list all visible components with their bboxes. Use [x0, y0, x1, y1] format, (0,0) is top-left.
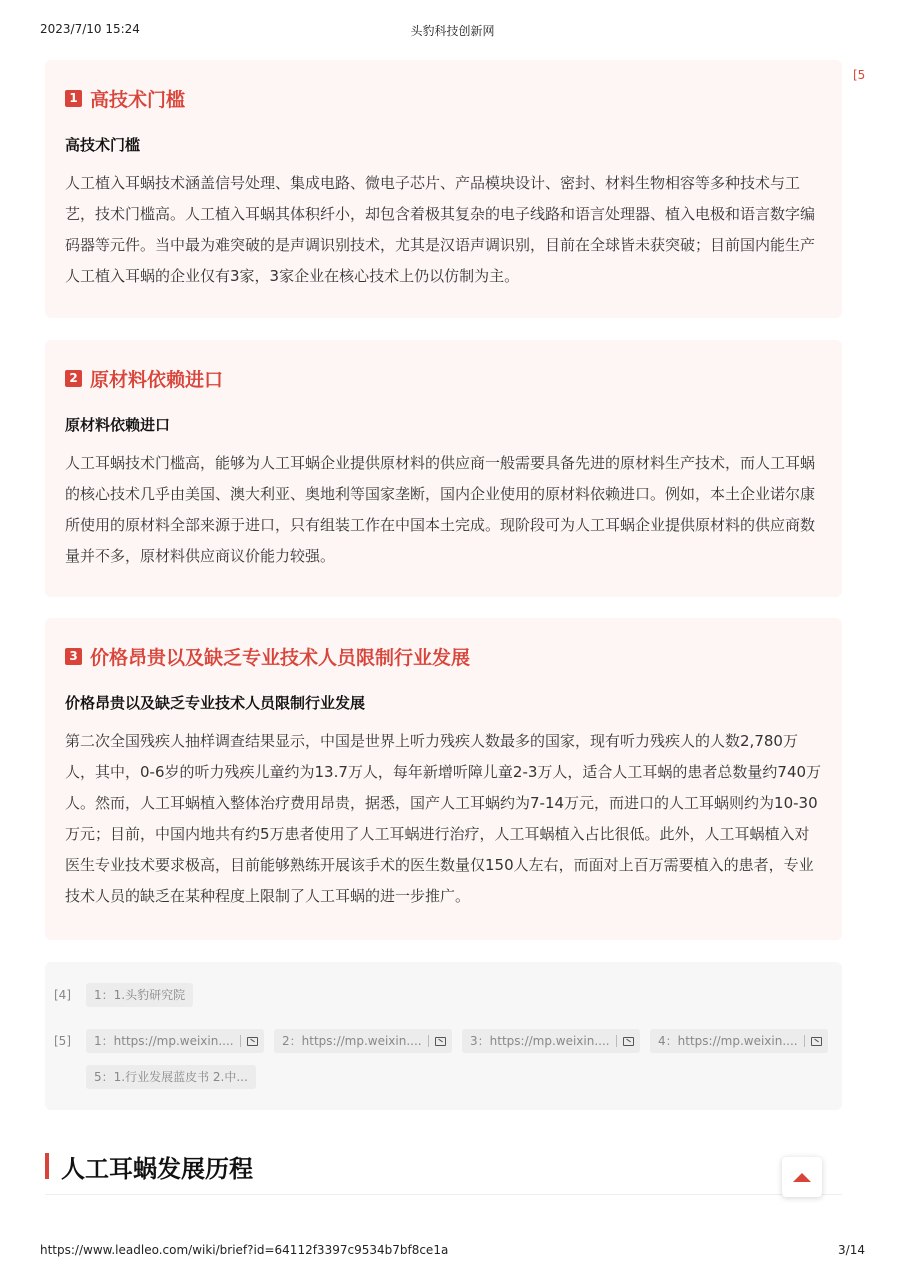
section-title: 高技术门槛: [90, 88, 186, 111]
external-link-icon[interactable]: [811, 1037, 822, 1046]
reference-link-chip[interactable]: [86, 1029, 264, 1053]
divider: [616, 1035, 617, 1047]
section-body: 人工耳蜗技术门槛高，能够为人工耳蜗企业提供原材料的供应商一般需要具备先进的原材料生产技术，而人工耳蜗的核心技术几乎由美国、澳大利亚、奥地利等国家垄断，国内企业使用的原材料依赖进口。例如，本土企业诺尔康所使用的原材料全部来源于进口，只有组装工作在中国本土完成。现阶段可为人工耳蜗企业提供原材料的供应商数量并不多，原材料供应商议价能力较强。: [65, 454, 816, 565]
reference-label: [4]: [54, 988, 71, 1002]
section-divider: [45, 1194, 842, 1195]
print-date: 2023/7/10 15:24: [40, 22, 140, 36]
section-main-heading: [45, 1150, 253, 1182]
side-reference-marker[interactable]: [5: [853, 68, 866, 82]
reference-row-4: [54, 983, 836, 1007]
section-number-badge: 1: [65, 90, 82, 107]
external-link-icon[interactable]: [623, 1037, 634, 1046]
print-site-name: 头豹科技创新网: [410, 24, 495, 38]
heading-accent-bar: [45, 1153, 49, 1179]
section-card-1: [45, 60, 842, 318]
reference-link-text: 3：https://mp.weixin....: [470, 1034, 610, 1048]
section-body: 第二次全国残疾人抽样调查结果显示，中国是世界上听力残疾人数最多的国家，现有听力残疾人的人数2,780万人，其中，0-6岁的听力残疾儿童约为13.7万人，每年新增听障儿童2-3万人，适合人工耳蜗的患者总数量约740万人。然而，人工耳蜗植入整体治疗费用昂贵，据悉，国产人工耳蜗约为7-14万元，而进口的人工耳蜗则约为10-30万元；目前，中国内地共有约5万患者使用了人工耳蜗进行治疗，人工耳蜗植入占比很低。此外，人工耳蜗植入对医生专业技术要求极高，目前能够熟练开展该手术的医生数量仅150人左右，而面对上百万需要植入的患者，专业技术人员的缺乏在某种程度上限制了人工耳蜗的进一步推广。: [65, 732, 822, 905]
back-to-top-button[interactable]: [782, 1157, 822, 1197]
section-number-badge: 3: [65, 648, 82, 665]
section-body: 人工植入耳蜗技术涵盖信号处理、集成电路、微电子芯片、产品模块设计、密封、材料生物相容等多种技术与工艺，技术门槛高。人工植入耳蜗其体积纤小，却包含着极其复杂的电子线路和语言处理器、植入电极和语言数字编码器等元件。当中最为难突破的是声调识别技术，尤其是汉语声调识别，目前在全球皆未获突破；目前国内能生产人工植入耳蜗的企业仅有3家，3家企业在核心技术上仍以仿制为主。: [65, 174, 816, 285]
reference-link-text: 2：https://mp.weixin....: [282, 1034, 422, 1048]
section-subtitle: 原材料依赖进口: [65, 416, 171, 434]
divider: [804, 1035, 805, 1047]
section-heading: [65, 642, 822, 670]
external-link-icon[interactable]: [247, 1037, 258, 1046]
reference-link-chip[interactable]: [462, 1029, 640, 1053]
reference-row-5: [54, 1029, 836, 1089]
reference-link-chip[interactable]: [650, 1029, 828, 1053]
reference-link-text: 4：https://mp.weixin....: [658, 1034, 798, 1048]
reference-chip[interactable]: 5：1.行业发展蓝皮书 2.中...: [86, 1065, 256, 1089]
section-card-2: [45, 340, 842, 597]
section-title: 价格昂贵以及缺乏专业技术人员限制行业发展: [90, 646, 471, 669]
section-heading: [65, 84, 822, 112]
print-page-number: 3/14: [838, 1243, 865, 1257]
section-main-heading-text: 人工耳蜗发展历程: [61, 1154, 253, 1183]
divider: [240, 1035, 241, 1047]
divider: [428, 1035, 429, 1047]
section-subtitle: 价格昂贵以及缺乏专业技术人员限制行业发展: [65, 694, 366, 712]
section-number-badge: 2: [65, 370, 82, 387]
section-heading: [65, 364, 822, 392]
reference-chip[interactable]: 1：1.头豹研究院: [86, 983, 193, 1007]
print-url: https://www.leadleo.com/wiki/brief?id=64112f3397c9534b7bf8ce1a: [40, 1243, 449, 1257]
reference-label: [5]: [54, 1034, 71, 1048]
external-link-icon[interactable]: [435, 1037, 446, 1046]
references-panel: [45, 962, 842, 1110]
section-card-3: [45, 618, 842, 940]
print-footer: [40, 1243, 865, 1259]
triangle-up-icon: [793, 1173, 811, 1182]
section-title: 原材料依赖进口: [90, 368, 224, 391]
print-header: [40, 22, 865, 38]
reference-link-chip[interactable]: [274, 1029, 452, 1053]
section-subtitle: 高技术门槛: [65, 136, 141, 154]
reference-link-text: 1：https://mp.weixin....: [94, 1034, 234, 1048]
